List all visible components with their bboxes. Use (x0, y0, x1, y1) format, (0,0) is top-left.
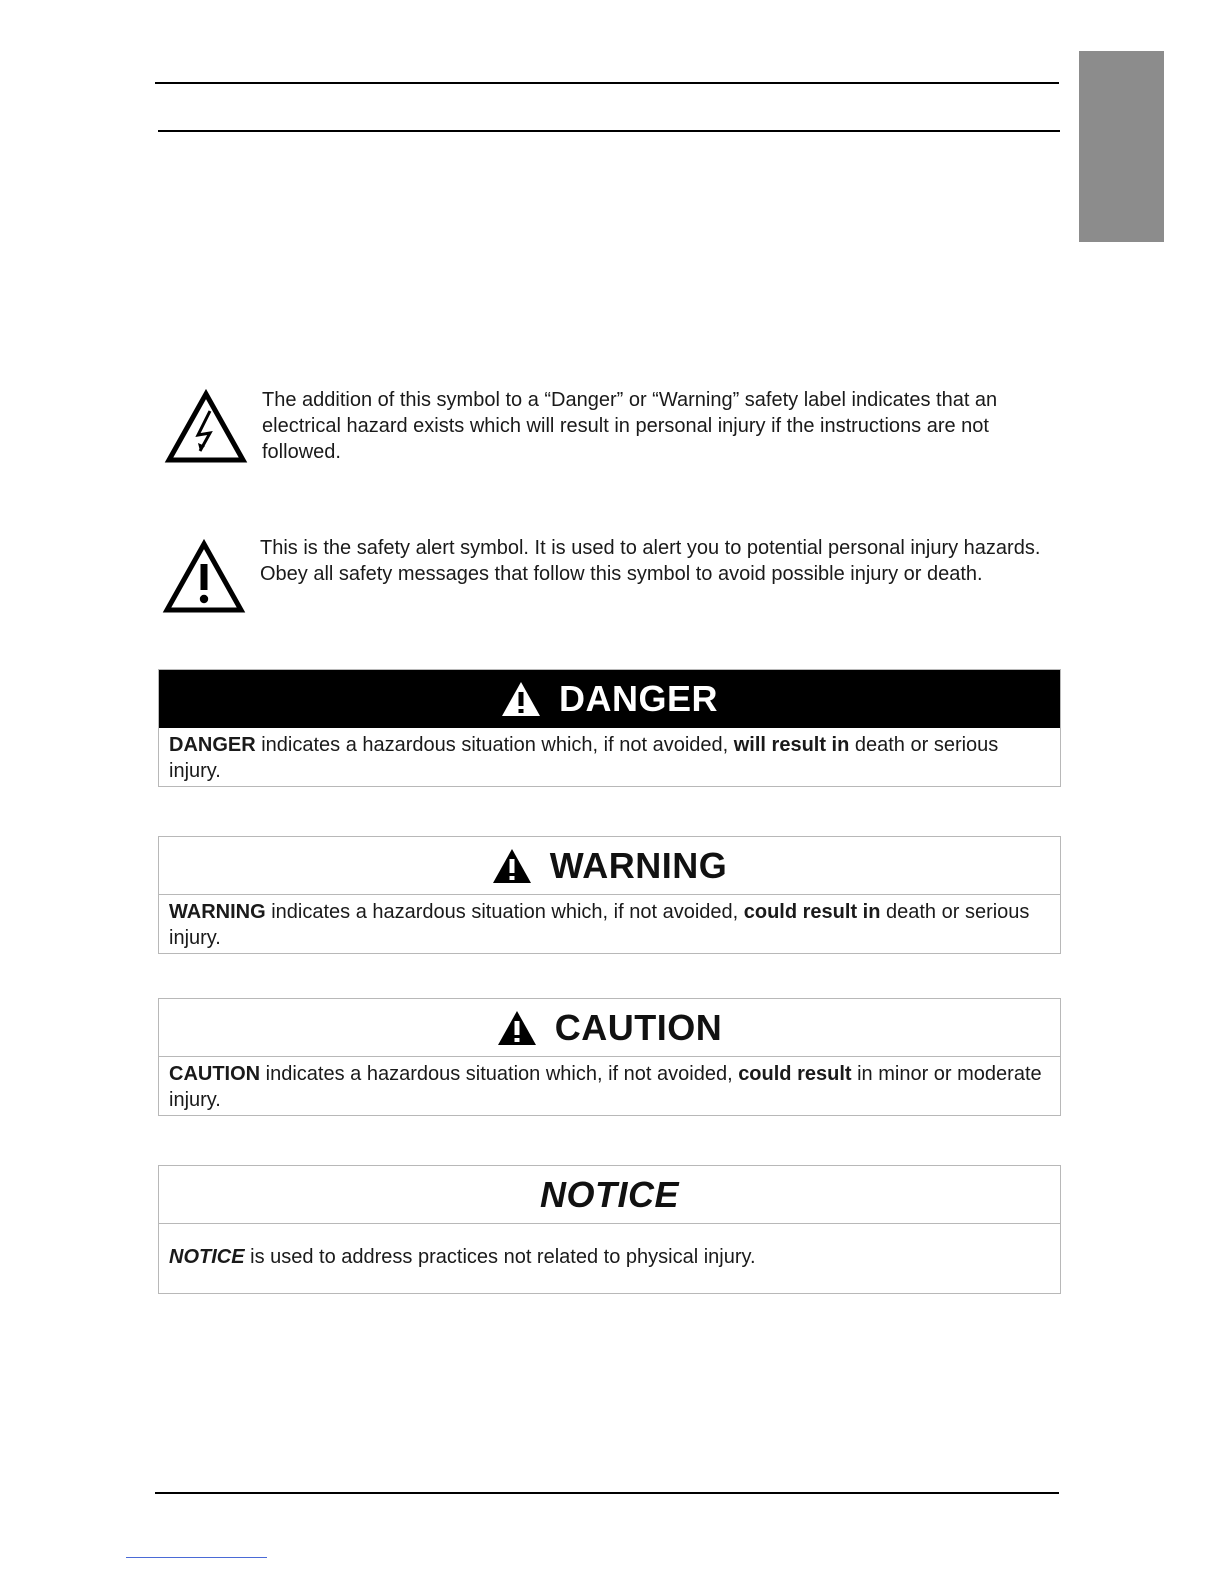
header-rule-top (155, 82, 1059, 84)
caution-emphasis: could result (738, 1063, 852, 1085)
footer-rule (155, 1492, 1059, 1494)
electrical-hazard-row (160, 387, 1060, 467)
notice-title: NOTICE (539, 1173, 679, 1215)
danger-emphasis: will result in (733, 734, 850, 756)
warning-triangle-icon (492, 848, 532, 884)
danger-title: DANGER (558, 677, 718, 719)
footer-link-underline[interactable] (126, 1557, 267, 1558)
caution-header (159, 999, 1060, 1057)
notice-description (159, 1224, 1060, 1274)
safety-alert-icon (162, 539, 246, 615)
warning-triangle-icon (501, 681, 541, 717)
warning-emphasis: could result in (743, 901, 881, 923)
notice-lead: NOTICE (169, 1246, 245, 1268)
caution-description (159, 1057, 1060, 1117)
safety-alert-text: This is the safety alert symbol. It is used to alert you to potential personal injury hazards. Obey all safety messages that follow this symbol to avoid possible injury or death. (260, 537, 1041, 585)
header-rule-bottom (158, 130, 1060, 132)
danger-mid: indicates a hazardous situation which, if not avoided, (255, 734, 734, 756)
warning-tail: death or serious injury. (169, 901, 1030, 949)
danger-panel (158, 669, 1061, 787)
notice-header (159, 1166, 1060, 1224)
caution-tail: in minor or moderate injury. (169, 1063, 1042, 1111)
warning-panel (158, 836, 1061, 954)
warning-description (159, 895, 1060, 955)
warning-triangle-icon (497, 1010, 537, 1046)
caution-lead: CAUTION (169, 1063, 261, 1085)
notice-panel (158, 1165, 1061, 1294)
danger-description (159, 728, 1060, 788)
warning-title: WARNING (549, 844, 728, 886)
danger-lead: DANGER (169, 734, 256, 756)
section-tab (1079, 51, 1164, 242)
caution-mid: indicates a hazardous situation which, if not avoided, (260, 1063, 739, 1085)
warning-lead: WARNING (169, 901, 266, 923)
warning-header (159, 837, 1060, 895)
caution-panel (158, 998, 1061, 1116)
notice-tail: is used to address practices not related to physical injury. (244, 1246, 756, 1268)
danger-header (159, 670, 1060, 728)
electrical-hazard-text: The addition of this symbol to a “Danger” or “Warning” safety label indicates that an electrical hazard exists which will result in personal injury if the instructions are not followed. (262, 389, 998, 463)
danger-tail: death or serious injury. (169, 734, 999, 782)
caution-title: CAUTION (554, 1006, 723, 1048)
safety-alert-row (160, 535, 1060, 615)
electrical-hazard-icon (164, 389, 248, 465)
warning-mid: indicates a hazardous situation which, if not avoided, (265, 901, 744, 923)
